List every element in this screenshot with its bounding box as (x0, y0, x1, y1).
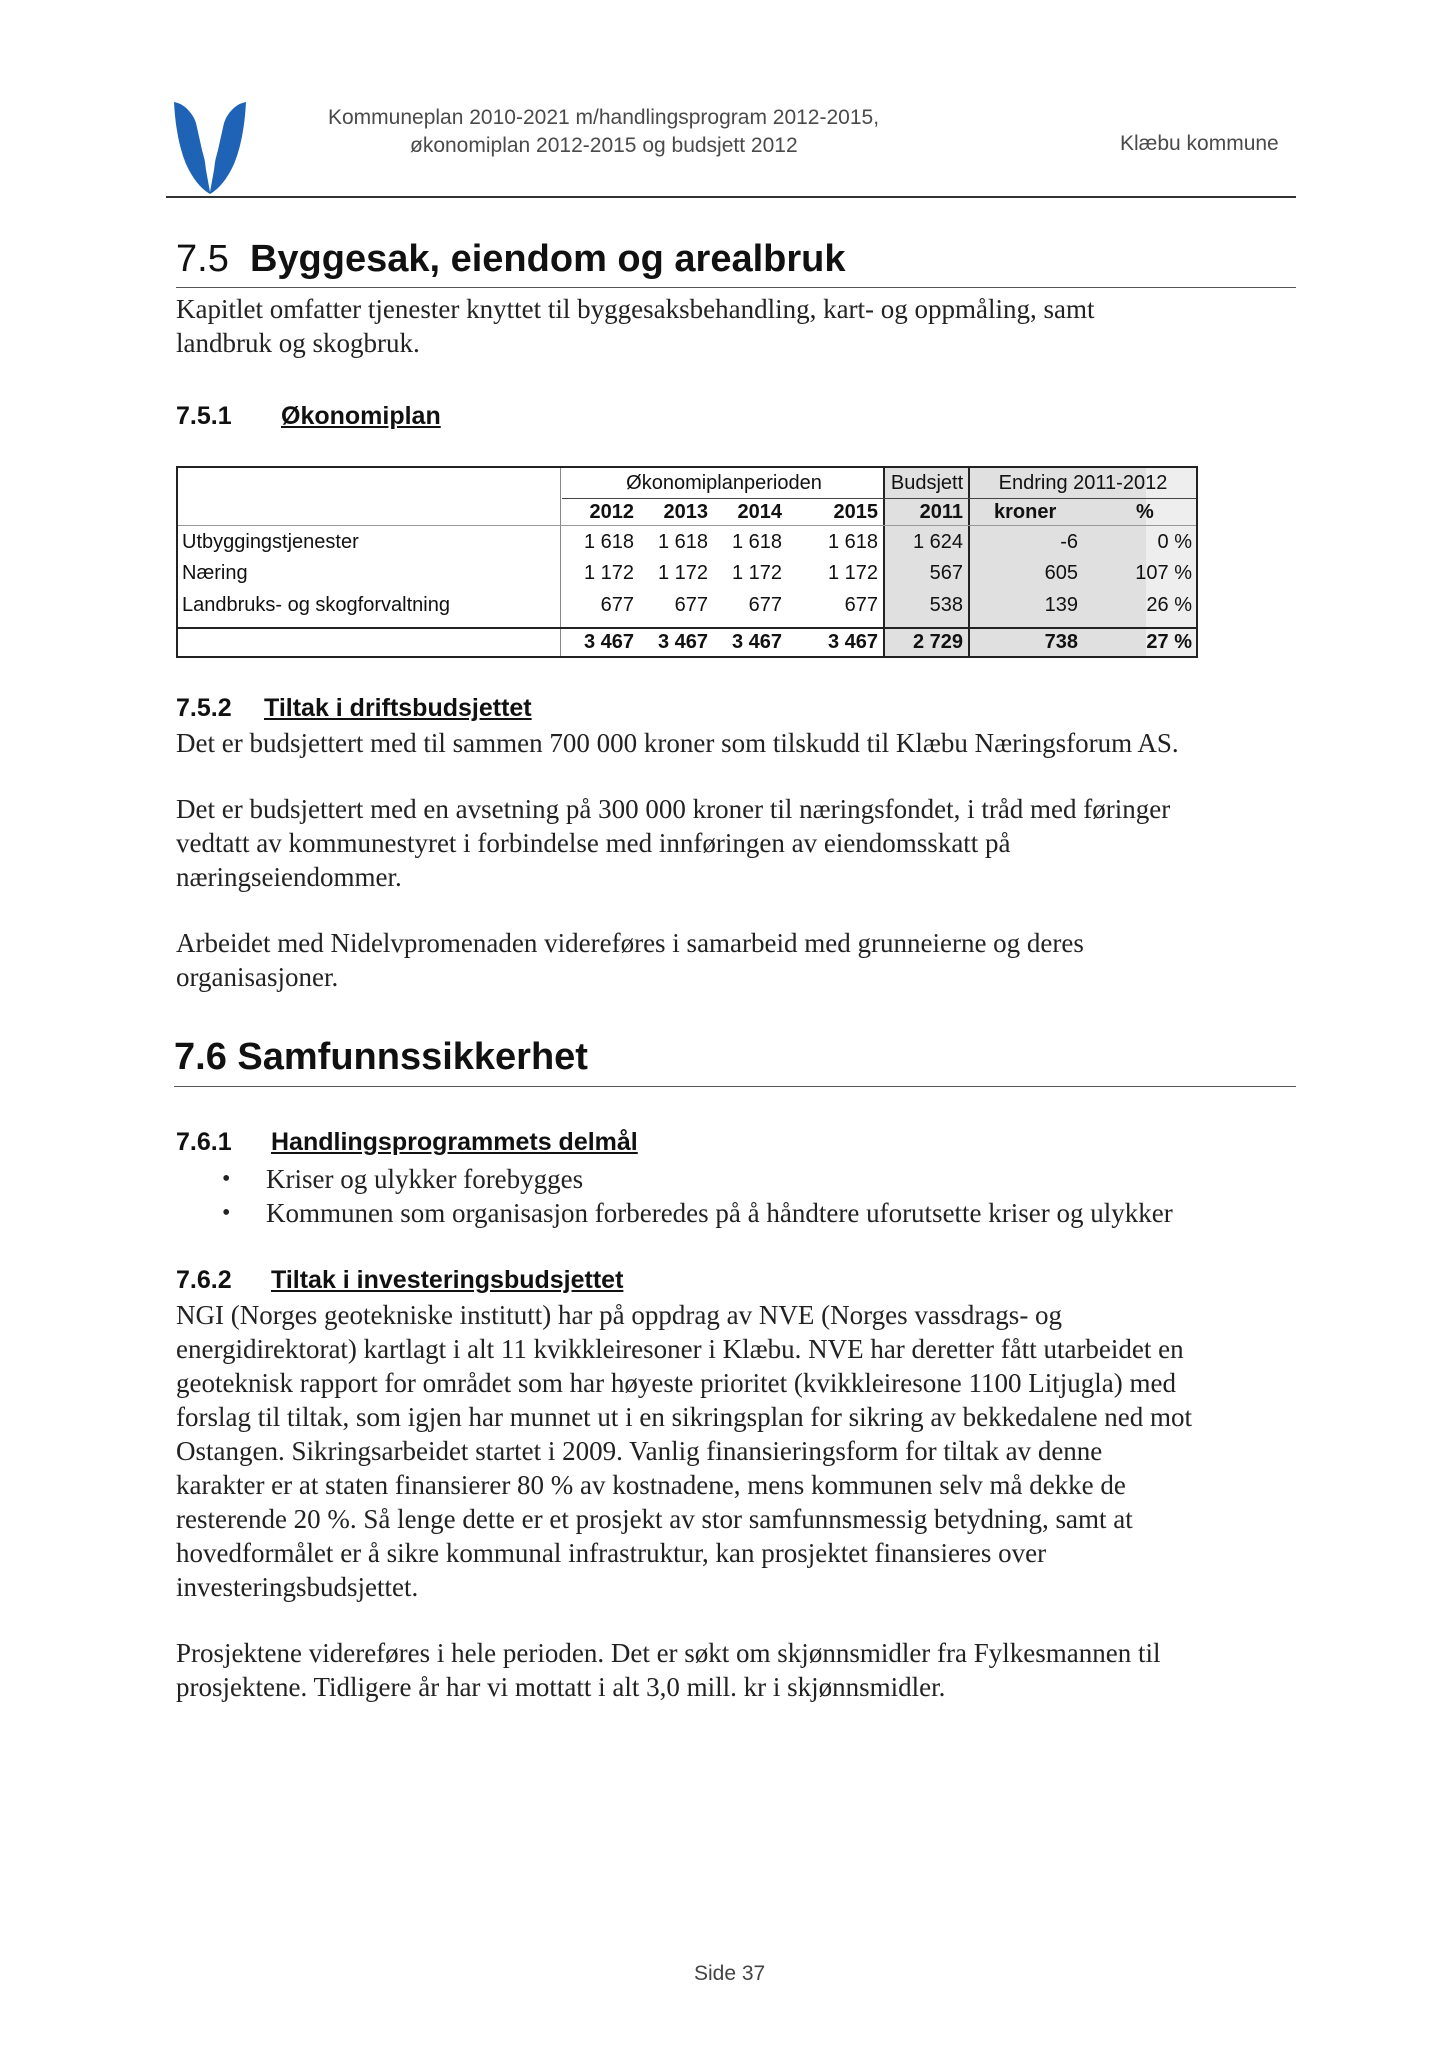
row-value: 1 618 (583, 531, 634, 553)
row-label: Næring (182, 562, 248, 584)
row-change-kroner: 139 (1044, 594, 1078, 616)
pct-header: % (1136, 501, 1154, 523)
row-value: 1 172 (731, 562, 782, 584)
paragraph-line: Prosjektene videreføres i hele perioden. Det er søkt om skjønnsmidler fra Fylkesmannen til (176, 1638, 1161, 1668)
header-rule (166, 196, 1296, 198)
paragraph-line: prosjektene. Tidligere år har vi mottatt i alt 3,0 mill. kr i skjønnsmidler. (176, 1672, 946, 1702)
paragraph (176, 926, 1306, 994)
row-value: 1 618 (657, 531, 708, 553)
row-change-pct: 26 % (1146, 594, 1192, 616)
section-7-5-intro (176, 292, 1095, 360)
section-number: 7.6.1 (176, 1128, 232, 1156)
row-value: 677 (600, 594, 634, 616)
paragraph-line: Ostangen. Sikringsarbeidet startet i 2009. Vanlig finansieringsform for tiltak av denne (176, 1436, 1103, 1466)
budget-table (176, 466, 1198, 658)
row-change-kroner: 605 (1044, 562, 1078, 584)
section-number: 7.5.1 (176, 402, 232, 430)
total-value: 3 467 (827, 631, 878, 653)
budget-header: Budsjett (890, 472, 964, 494)
section-number: 7.5.2 (176, 694, 232, 722)
row-label: Utbyggingstjenester (182, 531, 359, 553)
paragraph-line: Det er budsjettert med til sammen 700 000 kroner som tilskudd til Klæbu Næringsforum AS. (176, 728, 1179, 758)
table-divider (178, 627, 1196, 629)
section-7-5-heading (176, 238, 845, 281)
section-7-6-rule (174, 1086, 1296, 1087)
section-7-5-rule (176, 287, 1296, 288)
paragraph (176, 1636, 1316, 1704)
row-change-pct: 107 % (1135, 562, 1192, 584)
list-item: • Kriser og ulykker forebygges (176, 1162, 1306, 1196)
change-header: Endring 2011-2012 (998, 472, 1168, 494)
municipality-logo (172, 100, 248, 196)
header-title-line1: Kommuneplan 2010-2021 m/handlingsprogram 2012-2015, (328, 106, 880, 129)
section-title: Tiltak i investeringsbudsjettet (271, 1266, 624, 1294)
row-value: 1 618 (731, 531, 782, 553)
row-value: 1 172 (583, 562, 634, 584)
section-title: Handlingsprogrammets delmål (271, 1128, 638, 1156)
kroner-header: kroner (994, 501, 1057, 523)
table-divider (562, 498, 1196, 499)
row-value: 1 172 (657, 562, 708, 584)
total-change-kroner: 738 (1044, 631, 1078, 653)
year-2013: 2013 (663, 501, 708, 523)
section-number: 7.5 (176, 238, 229, 280)
table-divider (178, 525, 1196, 526)
year-2014: 2014 (737, 501, 782, 523)
total-budget: 2 729 (912, 631, 963, 653)
paragraph-line: Arbeidet med Nidelvpromenaden videreføres i samarbeid med grunneierne og deres (176, 928, 1084, 958)
year-2015: 2015 (833, 501, 878, 523)
header-title-line2: økonomiplan 2012-2015 og budsjett 2012 (410, 134, 798, 157)
intro-line: landbruk og skogbruk. (176, 328, 420, 358)
header-municipality: Klæbu kommune (1120, 132, 1279, 155)
row-budget: 567 (929, 562, 963, 584)
paragraph-line: vedtatt av kommunestyret i forbindelse med innføringen av eiendomsskatt på (176, 828, 1011, 858)
paragraph-line: NGI (Norges geotekniske institutt) har på oppdrag av NVE (Norges vassdrags- og (176, 1300, 1063, 1330)
row-value: 1 618 (827, 531, 878, 553)
total-value: 3 467 (657, 631, 708, 653)
paragraph-line: geoteknisk rapport for området som har høyeste prioritet (kvikkleiresone 1100 Litjugla) med (176, 1368, 1176, 1398)
list-item: • Kommunen som organisasjon forberedes på å håndtere uforutsette kriser og ulykker (176, 1196, 1306, 1230)
paragraph-line: organisasjoner. (176, 962, 339, 992)
section-7-6-heading (174, 1036, 588, 1079)
row-change-pct: 0 % (1157, 531, 1192, 553)
paragraph-line: karakter er at staten finansierer 80 % av kostnadene, mens kommunen selv må dekke de (176, 1470, 1126, 1500)
intro-line: Kapitlet omfatter tjenester knyttet til byggesaksbehandling, kart- og oppmåling, samt (176, 294, 1095, 324)
total-change-pct: 27 % (1146, 631, 1192, 653)
section-7-5-1-heading (176, 402, 441, 431)
section-7-6-2-heading (176, 1266, 623, 1295)
row-budget: 1 624 (912, 531, 963, 553)
row-value: 677 (748, 594, 782, 616)
paragraph-line: resterende 20 %. Så lenge dette er et prosjekt av stor samfunnsmessig betydning, samt at (176, 1504, 1133, 1534)
paragraph-line: forslag til tiltak, som igjen har munnet ut i en sikringsplan for sikring av bekkedalene ned mot (176, 1402, 1193, 1432)
goals-list (176, 1162, 1306, 1230)
section-title: Byggesak, eiendom og arealbruk (249, 238, 846, 280)
period-header: Økonomiplanperioden (626, 472, 822, 494)
section-title: Økonomiplan (281, 402, 441, 430)
row-value: 677 (844, 594, 878, 616)
paragraph-line: energidirektorat) kartlagt i alt 11 kvikkleiresoner i Klæbu. NVE har deretter fått utarbeidet en (176, 1334, 1184, 1364)
paragraph-line: hovedformålet er å sikre kommunal infrastruktur, kan prosjektet finansieres over (176, 1538, 1047, 1568)
section-number: 7.6.2 (176, 1266, 232, 1294)
total-value: 3 467 (731, 631, 782, 653)
section-7-5-2-heading (176, 694, 532, 723)
paragraph-line: investeringsbudsjettet. (176, 1572, 419, 1602)
paragraph (176, 792, 1306, 894)
section-title: Tiltak i driftsbudsjettet (264, 694, 532, 722)
paragraph (176, 1298, 1316, 1604)
coat-of-arms-icon (172, 100, 248, 196)
paragraph-line: næringseiendommer. (176, 862, 402, 892)
row-value: 677 (674, 594, 708, 616)
section-number: 7.6 (174, 1036, 227, 1078)
budget-year: 2011 (919, 501, 963, 523)
row-budget: 538 (929, 594, 963, 616)
row-change-kroner: -6 (1060, 531, 1078, 553)
section-title: Samfunnssikkerhet (237, 1036, 588, 1078)
paragraph-line: Det er budsjettert med en avsetning på 300 000 kroner til næringsfondet, i tråd med føringer (176, 794, 1171, 824)
row-label: Landbruks- og skogforvaltning (182, 594, 450, 616)
row-value: 1 172 (827, 562, 878, 584)
page-number: Side 37 (694, 1962, 766, 1985)
paragraph (176, 726, 1306, 760)
total-value: 3 467 (583, 631, 634, 653)
year-2012: 2012 (589, 501, 634, 523)
section-7-6-1-heading (176, 1128, 638, 1157)
